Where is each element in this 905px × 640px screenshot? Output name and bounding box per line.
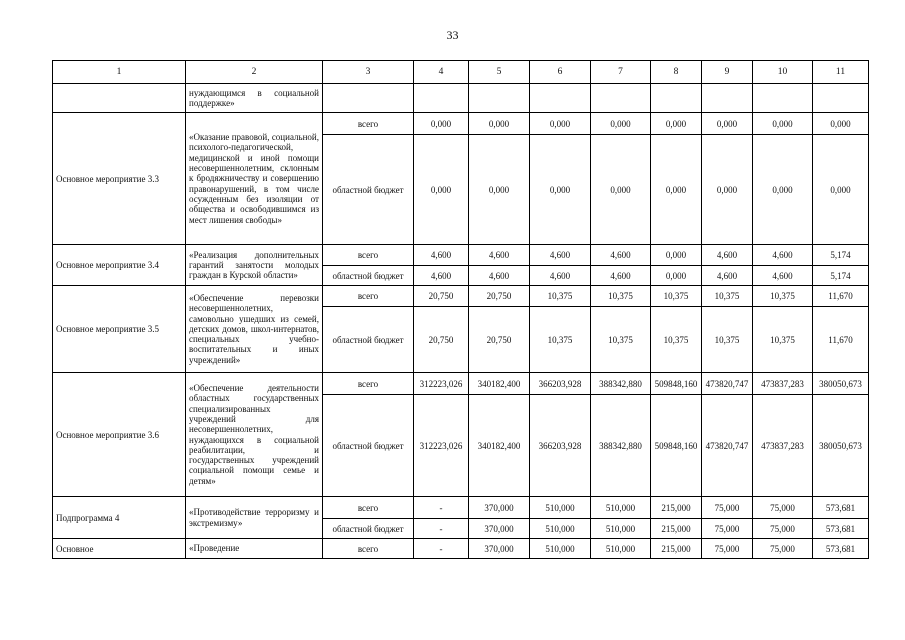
- value-cell: 388342,880: [591, 395, 651, 497]
- value-cell: 10,375: [591, 286, 651, 307]
- funding-source: всего: [323, 245, 414, 266]
- value-cell: 0,000: [469, 113, 530, 135]
- value-cell: 366203,928: [530, 373, 591, 395]
- value-cell: 573,681: [813, 497, 869, 519]
- measure-description: «Обеспечение перевозки несовершеннолетних, самовольно ушедших из семей, детских домов, школ-интернатов, специальных учебно-воспитательных и иных учреждений»: [186, 286, 323, 373]
- table-cell: [591, 84, 651, 113]
- value-cell: 573,681: [813, 519, 869, 539]
- value-cell: 10,375: [702, 307, 753, 373]
- header-cell: 2: [186, 61, 323, 84]
- value-cell: 509848,160: [651, 395, 702, 497]
- value-cell: 4,600: [530, 245, 591, 266]
- value-cell: 0,000: [651, 135, 702, 245]
- value-cell: 370,000: [469, 519, 530, 539]
- value-cell: 4,600: [414, 266, 469, 286]
- table-cell: [813, 84, 869, 113]
- value-cell: 0,000: [469, 135, 530, 245]
- value-cell: 75,000: [702, 497, 753, 519]
- value-cell: 10,375: [591, 307, 651, 373]
- value-cell: 20,750: [414, 307, 469, 373]
- table-row: [53, 113, 869, 135]
- value-cell: 75,000: [753, 539, 813, 559]
- value-cell: 4,600: [702, 266, 753, 286]
- value-cell: 4,600: [591, 266, 651, 286]
- value-cell: 473837,283: [753, 395, 813, 497]
- value-cell: 4,600: [753, 266, 813, 286]
- value-cell: 75,000: [702, 539, 753, 559]
- table-cell: [469, 84, 530, 113]
- value-cell: -: [414, 539, 469, 559]
- value-cell: 573,681: [813, 539, 869, 559]
- value-cell: 215,000: [651, 497, 702, 519]
- value-cell: 510,000: [530, 497, 591, 519]
- value-cell: 215,000: [651, 519, 702, 539]
- value-cell: 0,000: [651, 266, 702, 286]
- value-cell: 340182,400: [469, 373, 530, 395]
- value-cell: 380050,673: [813, 373, 869, 395]
- value-cell: 366203,928: [530, 395, 591, 497]
- value-cell: 473820,747: [702, 373, 753, 395]
- value-cell: 10,375: [530, 307, 591, 373]
- measure-name: Основное мероприятие 3.5: [53, 286, 186, 373]
- value-cell: 11,670: [813, 286, 869, 307]
- funding-source: всего: [323, 539, 414, 559]
- value-cell: 0,000: [530, 135, 591, 245]
- funding-source: областной бюджет: [323, 519, 414, 539]
- measure-description: «Реализация дополнительных гарантий занятости молодых граждан в Курской области»: [186, 245, 323, 286]
- value-cell: 10,375: [753, 307, 813, 373]
- page-number: 33: [446, 28, 459, 42]
- value-cell: 380050,673: [813, 395, 869, 497]
- value-cell: 11,670: [813, 307, 869, 373]
- table-cell: [53, 84, 186, 113]
- measure-name: Подпрограмма 4: [53, 497, 186, 539]
- value-cell: 0,000: [591, 113, 651, 135]
- measure-name: Основное мероприятие 3.6: [53, 373, 186, 497]
- value-cell: 10,375: [530, 286, 591, 307]
- table-row: [53, 497, 869, 519]
- table-cell: [753, 84, 813, 113]
- value-cell: 510,000: [530, 539, 591, 559]
- value-cell: 312223,026: [414, 395, 469, 497]
- header-cell: 6: [530, 61, 591, 84]
- value-cell: 75,000: [753, 497, 813, 519]
- value-cell: 370,000: [469, 539, 530, 559]
- table-cell: [323, 84, 414, 113]
- measure-name: Основное мероприятие 3.4: [53, 245, 186, 286]
- value-cell: 0,000: [414, 135, 469, 245]
- value-cell: 473837,283: [753, 373, 813, 395]
- value-cell: 20,750: [469, 286, 530, 307]
- value-cell: 0,000: [813, 113, 869, 135]
- measure-name: Основное: [53, 539, 186, 559]
- funding-source: областной бюджет: [323, 135, 414, 245]
- measure-description: «Обеспечение деятельности областных государственных специализированных учреждений для несовершеннолетних, нуждающихся в социальной реабилитации, и государственных учреждений социальной помощи семье и детям»: [186, 373, 323, 497]
- value-cell: 4,600: [469, 245, 530, 266]
- value-cell: 4,600: [702, 245, 753, 266]
- value-cell: 10,375: [702, 286, 753, 307]
- header-cell: 4: [414, 61, 469, 84]
- value-cell: 370,000: [469, 497, 530, 519]
- header-cell: 11: [813, 61, 869, 84]
- budget-table: [52, 60, 869, 559]
- value-cell: 510,000: [591, 519, 651, 539]
- value-cell: 0,000: [753, 135, 813, 245]
- header-cell: 3: [323, 61, 414, 84]
- header-cell: 7: [591, 61, 651, 84]
- measure-description: «Противодействие терроризму и экстремизму»: [186, 497, 323, 539]
- value-cell: 20,750: [414, 286, 469, 307]
- value-cell: 0,000: [702, 113, 753, 135]
- funding-source: всего: [323, 373, 414, 395]
- value-cell: 0,000: [414, 113, 469, 135]
- table-row: [53, 539, 869, 559]
- value-cell: 4,600: [414, 245, 469, 266]
- value-cell: 0,000: [651, 113, 702, 135]
- value-cell: 510,000: [530, 519, 591, 539]
- value-cell: 340182,400: [469, 395, 530, 497]
- value-cell: 10,375: [651, 307, 702, 373]
- table-row: [53, 373, 869, 395]
- value-cell: 4,600: [530, 266, 591, 286]
- continuation-row: [53, 84, 869, 113]
- value-cell: 0,000: [753, 113, 813, 135]
- value-cell: 215,000: [651, 539, 702, 559]
- value-cell: -: [414, 519, 469, 539]
- funding-source: всего: [323, 286, 414, 307]
- funding-source: областной бюджет: [323, 395, 414, 497]
- table-row: [53, 245, 869, 266]
- table-cell: [651, 84, 702, 113]
- value-cell: 5,174: [813, 266, 869, 286]
- value-cell: 0,000: [702, 135, 753, 245]
- funding-source: всего: [323, 113, 414, 135]
- header-cell: 1: [53, 61, 186, 84]
- header-cell: 10: [753, 61, 813, 84]
- value-cell: 0,000: [651, 245, 702, 266]
- value-cell: 0,000: [813, 135, 869, 245]
- value-cell: 509848,160: [651, 373, 702, 395]
- table-cell: [530, 84, 591, 113]
- header-row: [53, 61, 869, 84]
- value-cell: 473820,747: [702, 395, 753, 497]
- value-cell: 20,750: [469, 307, 530, 373]
- table-cell: [702, 84, 753, 113]
- value-cell: -: [414, 497, 469, 519]
- measure-name: Основное мероприятие 3.3: [53, 113, 186, 245]
- header-cell: 9: [702, 61, 753, 84]
- value-cell: 510,000: [591, 497, 651, 519]
- value-cell: 10,375: [651, 286, 702, 307]
- table-row: [53, 286, 869, 307]
- value-cell: 5,174: [813, 245, 869, 266]
- value-cell: 4,600: [753, 245, 813, 266]
- header-cell: 5: [469, 61, 530, 84]
- measure-description: «Оказание правовой, социальной, психолого-педагогической, медицинской и иной помощи несовершеннолетним, склонным к бродяжничеству и совершению правонарушений, в том числе осужденным без изоляции от общества и освободившимся из мест лишения свободы»: [186, 113, 323, 245]
- funding-source: всего: [323, 497, 414, 519]
- value-cell: 4,600: [591, 245, 651, 266]
- funding-source: областной бюджет: [323, 307, 414, 373]
- funding-source: областной бюджет: [323, 266, 414, 286]
- value-cell: 0,000: [591, 135, 651, 245]
- header-cell: 8: [651, 61, 702, 84]
- value-cell: 75,000: [702, 519, 753, 539]
- value-cell: 510,000: [591, 539, 651, 559]
- value-cell: 0,000: [530, 113, 591, 135]
- value-cell: 4,600: [469, 266, 530, 286]
- value-cell: 75,000: [753, 519, 813, 539]
- value-cell: 10,375: [753, 286, 813, 307]
- value-cell: 312223,026: [414, 373, 469, 395]
- table-cell: [414, 84, 469, 113]
- value-cell: 388342,880: [591, 373, 651, 395]
- measure-description: «Проведение: [186, 539, 323, 559]
- continuation-text: нуждающимся в социальной поддержке»: [186, 84, 323, 113]
